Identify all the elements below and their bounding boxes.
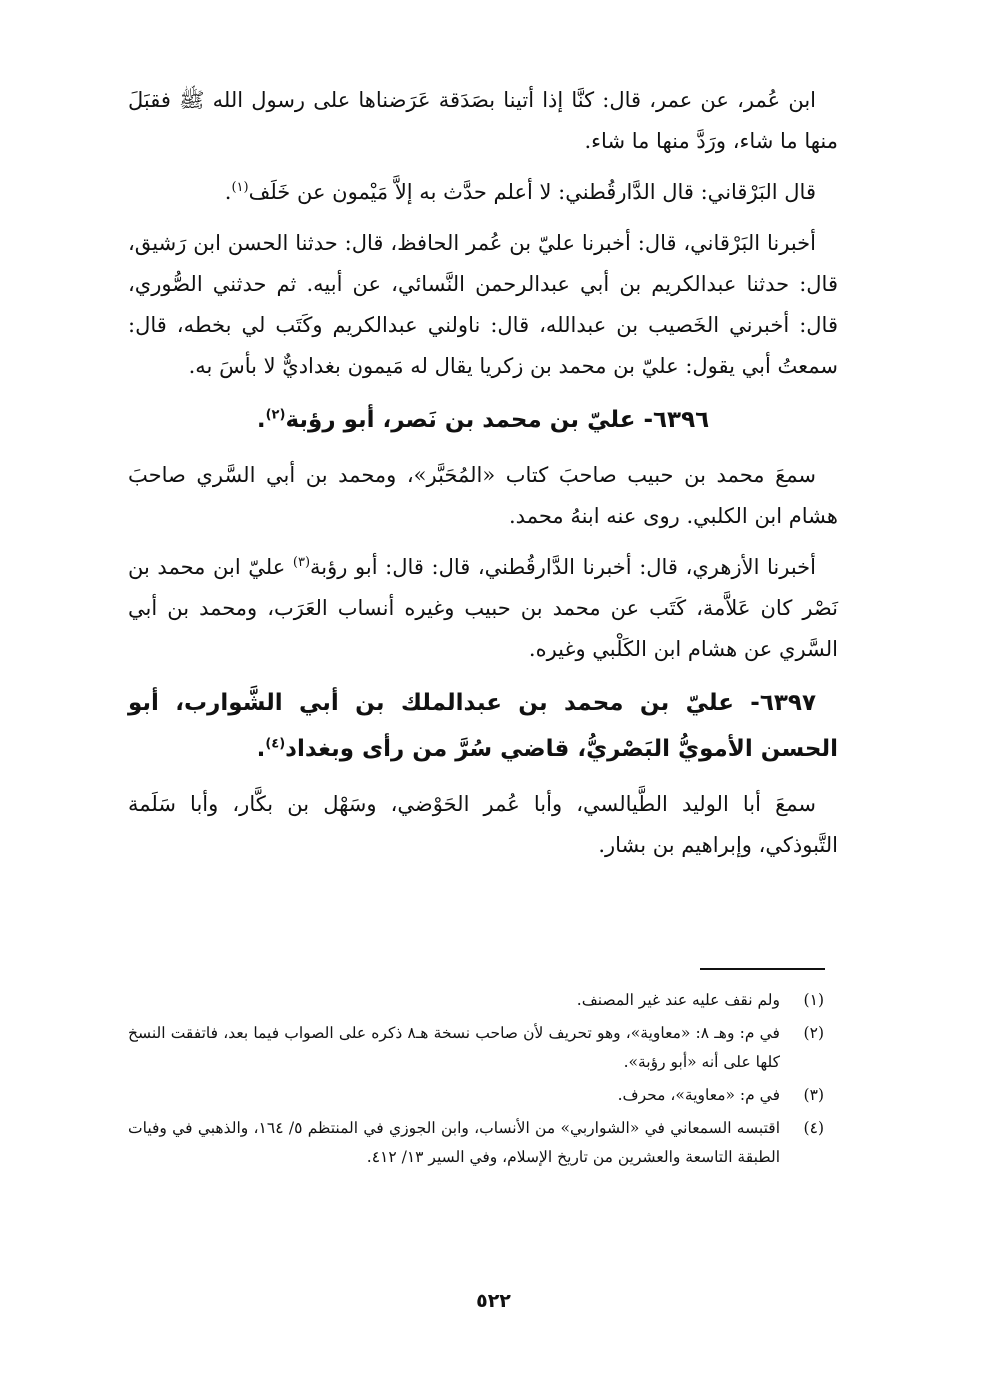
page-number: ٥٢٢ [476, 1290, 511, 1312]
footnote-number: (٣) [803, 1086, 824, 1104]
paragraph-3: أخبرنا البَرْقاني، قال: أخبرنا عليّ بن عُمر الحافظ، قال: حدثنا الحسن ابن رَشيق، قال: حدثنا عبدالكريم بن أبي عبدالرحمن النَّسائي، عن أبيه. ثم حدثني الصُّوري، قال: أخبرني الخَصيب بن عبدالله، قال: ناولني عبدالكريم وكَتَب لي بخطه، قال: سمعتُ أبي يقول: عليّ بن محمد بن زكريا يقال له مَيمون بغداديٌّ لا بأسَ به. [128, 231, 838, 378]
footnote-number: (٢) [803, 1024, 824, 1042]
entry-6397-title [128, 680, 838, 772]
footnote-3 [128, 1081, 824, 1110]
footnote-text: في م: «معاوية»، محرف. [617, 1086, 780, 1104]
paragraph-5-text-a: أخبرنا الأزهري، قال: أخبرنا الدَّارقُطني، قال: قال: أبو رؤبة [310, 555, 816, 579]
footnote-ref-4: (٤) [265, 736, 286, 752]
footnote-text: ولم نقف عليه عند غير المصنف. [576, 991, 780, 1009]
footnote-4 [128, 1114, 824, 1172]
entry-6396-title-end: . [256, 407, 266, 433]
paragraph-1: ابن عُمر، عن عمر، قال: كنَّا إذا أتينا بصَدَقة عَرَضناها على رسول الله ﷺ فقبَلَ منها ما شاء، ورَدَّ منها ما شاء. [128, 88, 838, 153]
paragraph-2-text: قال البَرْقاني: قال الدَّارقُطني: لا أعلم حدَّث به إلاَّ مَيْمون عن خَلَف [248, 180, 816, 204]
footnote-ref-3: (٣) [292, 555, 311, 570]
footnote-number: (٤) [803, 1119, 824, 1137]
footnote-number: (١) [803, 991, 824, 1009]
entry-6397-title-end: . [256, 736, 266, 762]
paragraph-6: سمعَ أبا الوليد الطَّيالسي، وأبا عُمر الحَوْضي، وسَهْل بن بكَّار، وأبا سَلَمة التَّبوذكي، وإبراهيم بن بشار. [128, 792, 838, 857]
entry-6396-title-text: ٦٣٩٦- عليّ بن محمد بن نَصر، أبو رؤبة [285, 407, 710, 433]
footnote-ref-2: (٢) [265, 407, 286, 423]
footnote-ref-1: (١) [231, 180, 249, 195]
footnote-2 [128, 1019, 824, 1077]
main-text [128, 80, 838, 876]
paragraph-5-text-b: عليّ ابن محمد بن نَصْر كان عَلاَّمة، كَتَب عن محمد بن حبيب وغيره أنساب العَرَب، ومحمد بن أبي السَّري عن هشام ابن الكَلْبي وغيره. [128, 555, 838, 661]
paragraph-4: سمعَ محمد بن حبيب صاحبَ كتاب «المُحَبَّر»، ومحمد بن أبي السَّري صاحبَ هشام ابن الكلبي. روى عنه ابنهُ محمد. [128, 463, 838, 528]
footnote-separator [700, 968, 825, 970]
footnote-text: اقتبسه السمعاني في «الشواربي» من الأنساب، وابن الجوزي في المنتظم ٥/ ١٦٤، والذهبي في وفيات الطبقة التاسعة والعشرين من تاريخ الإسلام، وفي السير ١٣/ ٤١٢. [128, 1119, 781, 1166]
footnotes [128, 986, 824, 1176]
footnote-text: في م: وهـ ٨: «معاوية»، وهو تحريف لأن صاحب نسخة هـ٨ ذكره على الصواب فيما بعد، فاتفقت النسخ كلها على أنه «أبو رؤبة». [128, 1024, 780, 1071]
entry-6397-title-text: ٦٣٩٧- عليّ بن محمد بن عبدالملك بن أبي الشَّوارب، أبو الحسن الأمويُّ البَصْريُّ، قاضي سُرَّ من رأى وبغداد [128, 690, 838, 762]
paragraph-5 [128, 547, 838, 670]
paragraph-2-end: . [224, 180, 232, 204]
footnote-1 [128, 986, 824, 1015]
paragraph-2 [128, 172, 838, 213]
entry-6396-title [128, 397, 838, 443]
